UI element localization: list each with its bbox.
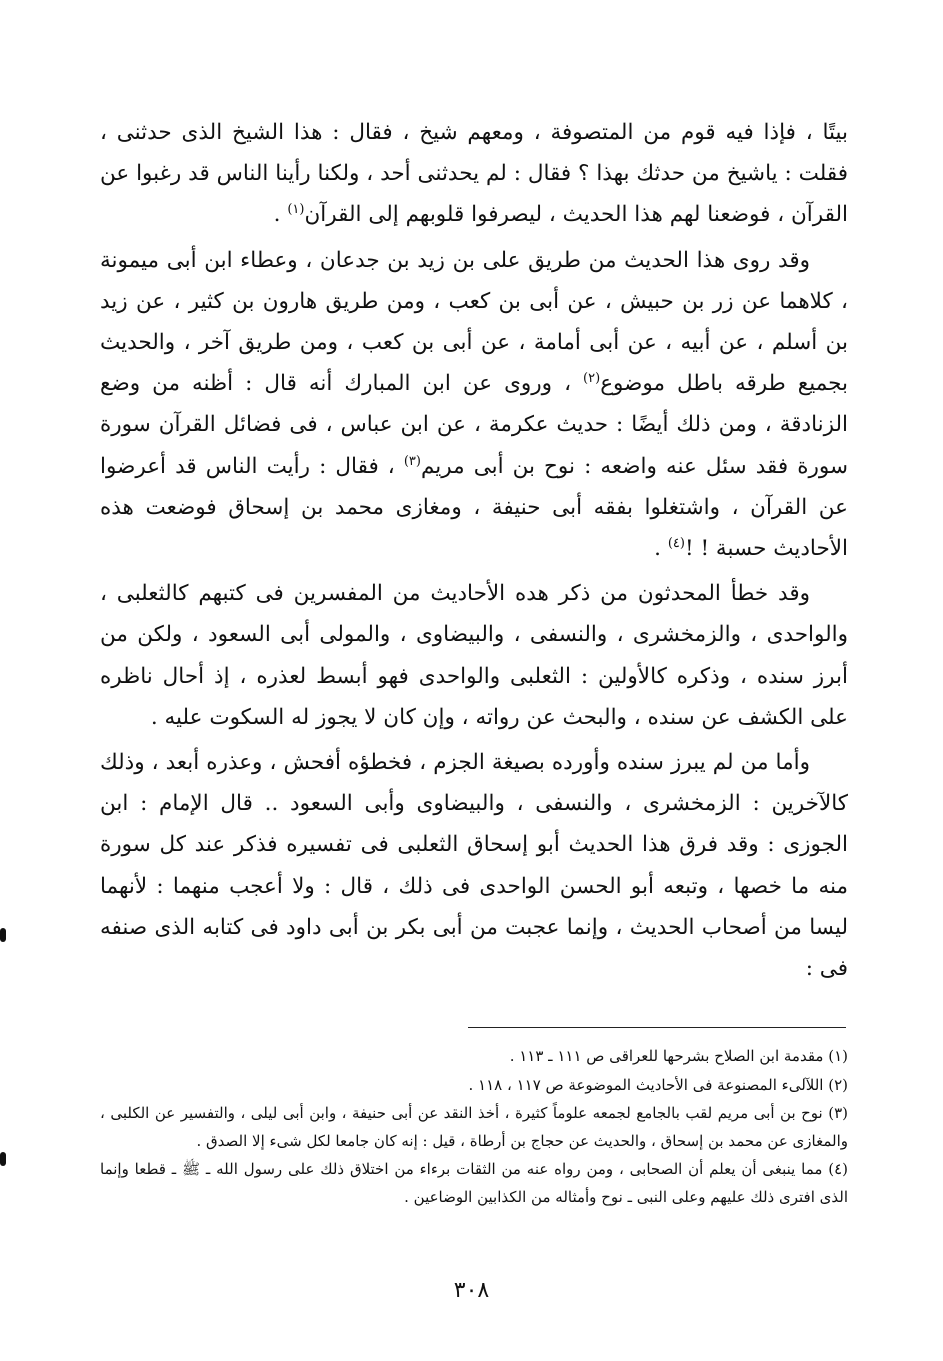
paragraph-2-text-c: ، فقال : رأيت الناس قد أعرضوا عن القرآن ، واشتغلوا بفقه أبى حنيفة ، ومغازى محمد بن إسحاق فوضعت هذه الأحاديث حسبة ! !: [100, 453, 848, 562]
paragraph-1-text: بيتًا ، فإذا فيه قوم من المتصوفة ، ومعهم شيخ ، فقال : هذا الشيخ الذى حدثنى ، فقلت : ياشيخ من حدثك بهذا ؟ فقال : لم يحدثنى أحد ، ولكنا رأينا الناس قد رغبوا عن القرآن ، فوضعنا لهم هذا الحديث ، ليصرفوا قلوبهم إلى القرآن: [100, 120, 848, 228]
footnote-4: (٤) مما ينبغى أن يعلم أن الصحابى ، ومن رواه عنه من الثقات برءاء من اختلاق ذلك على رسول الله ـ ﷺ ـ قطعا وإنما الذى افترى ذلك عليهم وعلى النبى ـ نوح وأمثاله من الكذابين الوضاعين .: [100, 1160, 848, 1206]
footnote-ref-2: (٢): [583, 371, 601, 387]
footnotes: [100, 1043, 848, 1212]
main-text: [100, 112, 848, 993]
scan-edge-mark: [0, 928, 6, 942]
paragraph-2-text-b: ، وروى عن ابن المبارك أنه قال : أظنه من وضع الزنادقة ، ومن ذلك أيضًا : حديث عكرمة ، عن ابن عباس ، فى فضائل القرآن سورة سورة فقد سئل عنه واضعه : نوح بن أبى مريم: [100, 371, 849, 479]
paragraph-1: [100, 112, 848, 236]
footnote-1: (١) مقدمة ابن الصلاح بشرحها للعراقى ص ١١١ ـ ١١٣ .: [509, 1047, 848, 1065]
footnote-ref-4: (٤): [667, 535, 685, 551]
paragraph-3: وقد خطأ المحدثون من ذكر هده الأحاديث من المفسرين فى كتبهم كالثعلبى ، والواحدى ، والزمخشرى ، والنسفى ، والبيضاوى ، والمولى أبى السعود ، ولكن من أبرز سنده ، وذكره كالأولين : الثعلبى والواحدى فهو أبسط لعذره ، إذ أحال ناظره على الكشف عن سنده ، والبحث عن رواته ، وإن كان لا يجوز له السكوت عليه .: [100, 581, 848, 730]
footnote-separator: [468, 1027, 846, 1028]
page-number: ٣٠٨: [453, 1278, 490, 1303]
footnote-2: (٢) اللآلىء المصنوعة فى الأحاديث الموضوعة ص ١١٧ ، ١١٨ .: [468, 1075, 848, 1094]
paragraph-2: [100, 240, 848, 570]
scan-edge-mark: [0, 1152, 6, 1166]
paragraph-4: وأما من لم يبرز سنده وأورده بصيغة الجزم ، فخطؤه أفحش ، وعذره أبعد ، وذلك كالآخرين : الزمخشرى ، والنسفى ، والبيضاوى وأبى السعود .. قال الإمام : ابن الجوزى : وقد فرق هذا الحديث أبو إسحاق الثعلبى فى تفسيره فذكر عند كل سورة منه ما خصها ، وتبعه أبو الحسن الواحدى فى ذلك ، قال : ولا أعجب منهما : لأنهما ليسا من أصحاب الحديث ، وإنما عجبت من أبى بكر بن أبى داود فى كتابه الذى صنفه فى :: [100, 750, 848, 982]
paragraph-1-end: .: [273, 202, 288, 228]
footnote-3: (٣) نوح بن أبى مريم لقب بالجامع لجمعه علوماً كثيرة ، أخذ النقد عن أبى حنيفة ، وابن أبى ليلى ، والتفسير عن الكلبى ، والمغازى عن محمد بن إسحاق ، والحديث عن حجاج بن أرطاة ، قيل : إنه كان جامعا لكل شىء إلا الصدق .: [100, 1104, 848, 1150]
footnote-ref-1: (١): [287, 202, 305, 218]
footnote-ref-3: (٣): [403, 453, 421, 469]
paragraph-2-end: .: [654, 536, 668, 562]
paragraph-2-text-a: وقد روى هذا الحديث من طريق على بن زيد بن جدعان ، وعطاء ابن أبى ميمونة ، كلاهما عن زر بن حبيش ، عن أبى بن كعب ، ومن طريق هارون بن كثير ، عن زيد بن أسلم ، عن أبيه ، عن أبى أمامة ، عن أبى بن كعب ، ومن طريق آخر ، والحديث بجميع طرقه باطل موضوع: [100, 247, 849, 397]
